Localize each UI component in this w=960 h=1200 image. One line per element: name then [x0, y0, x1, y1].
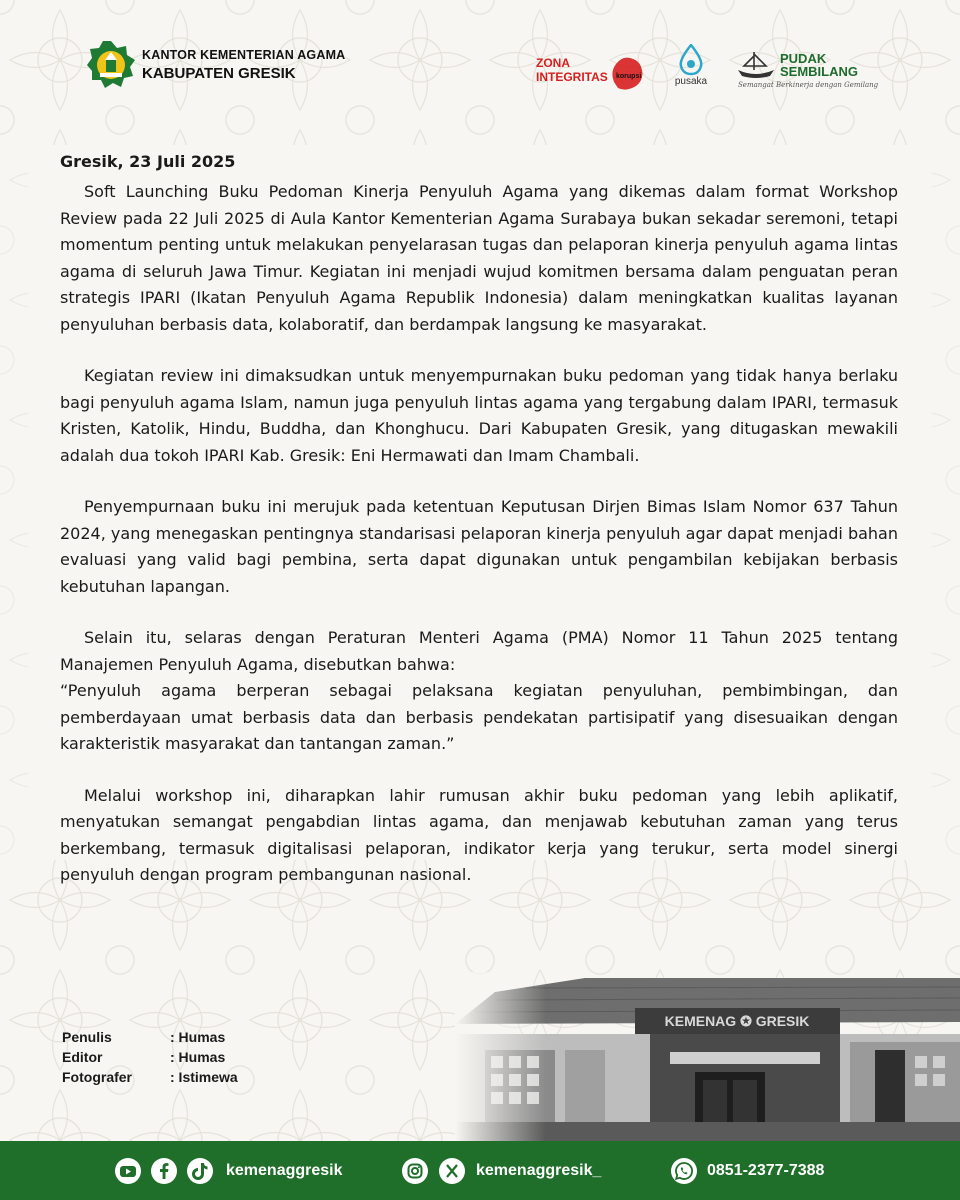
pusaka-label: pusaka [674, 76, 708, 87]
organization-name [142, 48, 345, 82]
office-building-photo [455, 972, 960, 1142]
facebook-icon[interactable] [150, 1157, 178, 1185]
youtube-icon[interactable] [114, 1157, 142, 1185]
article-date: Gresik, 23 Juli 2025 [60, 152, 236, 171]
credit-photographer [62, 1067, 238, 1087]
phone-number[interactable]: 0851-2377-7388 [707, 1162, 825, 1179]
credit-editor [62, 1047, 238, 1067]
paragraph-3: Penyempurnaan buku ini merujuk pada ketentuan Keputusan Dirjen Bimas Islam Nomor 637 Tahun 2024, yang menegaskan pentingnya standarisasi pelaporan kinerja penyuluh agar dapat menjadi bahan evaluasi yang valid bagi pembina, serta dapat digunakan untuk pengambilan kebijakan berbasis kebutuhan lapangan. [60, 497, 898, 596]
credit-value: : Istimewa [170, 1069, 238, 1085]
header [0, 0, 960, 140]
credit-value: : Humas [170, 1049, 226, 1065]
credit-label: Penulis [62, 1029, 112, 1045]
credits [62, 1027, 238, 1087]
kemenag-logo [86, 40, 136, 90]
x-twitter-icon[interactable] [438, 1157, 466, 1185]
paragraph-2: Kegiatan review ini dimaksudkan untuk menyempurnakan buku pedoman yang tidak hanya berlaku bagi penyuluh agama Islam, namun juga penyuluh lintas agama yang tergabung dalam IPARI, termasuk Kristen, Katolik, Hindu, Buddha, dan Khonghucu. Dari Kabupaten Gresik, yang ditugaskan mewakili adalah dua tokoh IPARI Kab. Gresik: Eni Hermawati dan Imam Chambali. [60, 366, 898, 465]
paragraph-5: Melalui workshop ini, diharapkan lahir rumusan akhir buku pedoman yang lebih aplikatif, menyatukan semangat pengabdian lintas agama, dan menjawab kebutuhan zaman yang terus berkembang, termasuk digitalisasi pelaporan, indikator kerja yang terukur, serta model sinergi penyuluh dengan program pembangunan nasional. [60, 785, 898, 884]
paragraph-4: Selain itu, selaras dengan Peraturan Menteri Agama (PMA) Nomor 11 Tahun 2025 tentang Manajemen Penyuluh Agama, disebutkan bahwa: [60, 628, 898, 674]
pudak-label: PUDAK [780, 51, 827, 66]
ship-icon [734, 48, 778, 80]
footer-social-bar [0, 1141, 960, 1200]
tiktok-icon[interactable] [186, 1157, 214, 1185]
stop-korupsi-icon [606, 52, 648, 94]
social-handle-main[interactable]: kemenaggresik [226, 1162, 343, 1179]
pusaka-drop-icon [677, 44, 705, 76]
whatsapp-icon[interactable] [670, 1157, 698, 1185]
zona-label: ZONA [536, 56, 570, 70]
credit-value: : Humas [170, 1029, 226, 1045]
pma-quote: “Penyuluh agama berperan sebagai pelaksana kegiatan penyuluhan, pembimbingan, dan pemberdayaan umat berbasis data dan berbasis pendekatan partisipatif yang disesuaikan dengan karakteristik masyarakat dan tantangan zaman.” [60, 681, 898, 753]
credit-writer [62, 1027, 238, 1047]
social-handle-alt[interactable]: kemenaggresik_ [476, 1162, 602, 1179]
paragraph-1: Soft Launching Buku Pedoman Kinerja Penyuluh Agama yang dikemas dalam format Workshop Review pada 22 Juli 2025 di Aula Kantor Kementerian Agama Surabaya bukan sekadar seremoni, tetapi momentum penting untuk melakukan penyelarasan tugas dan pelaporan kinerja penyuluh agama lintas agama di seluruh Jawa Timur. Kegiatan ini menjadi wujud komitmen bersama dalam penguatan peran strategis IPARI (Ikatan Penyuluh Agama Republik Indonesia) dalam meningkatkan kualitas layanan penyuluhan berbasis data, kolaboratif, dan berdampak langsung ke masyarakat. [60, 182, 898, 334]
article-body [60, 152, 898, 914]
zona-integritas-logo [536, 52, 648, 94]
credit-label: Editor [62, 1049, 103, 1065]
pusaka-logo [666, 44, 716, 92]
org-line2: KABUPATEN GRESIK [142, 65, 296, 82]
integritas-label: INTEGRITAS [536, 70, 608, 84]
credit-label: Fotografer [62, 1069, 132, 1085]
sembilang-label: SEMBILANG [780, 64, 858, 79]
pudak-sembilang-logo [732, 48, 879, 92]
pudak-tagline: Semangat Berkinerja dengan Gemilang [738, 81, 879, 89]
instagram-icon[interactable] [401, 1157, 429, 1185]
korupsi-mark: korupsi [616, 73, 642, 80]
org-line1: KANTOR KEMENTERIAN AGAMA [142, 48, 346, 62]
